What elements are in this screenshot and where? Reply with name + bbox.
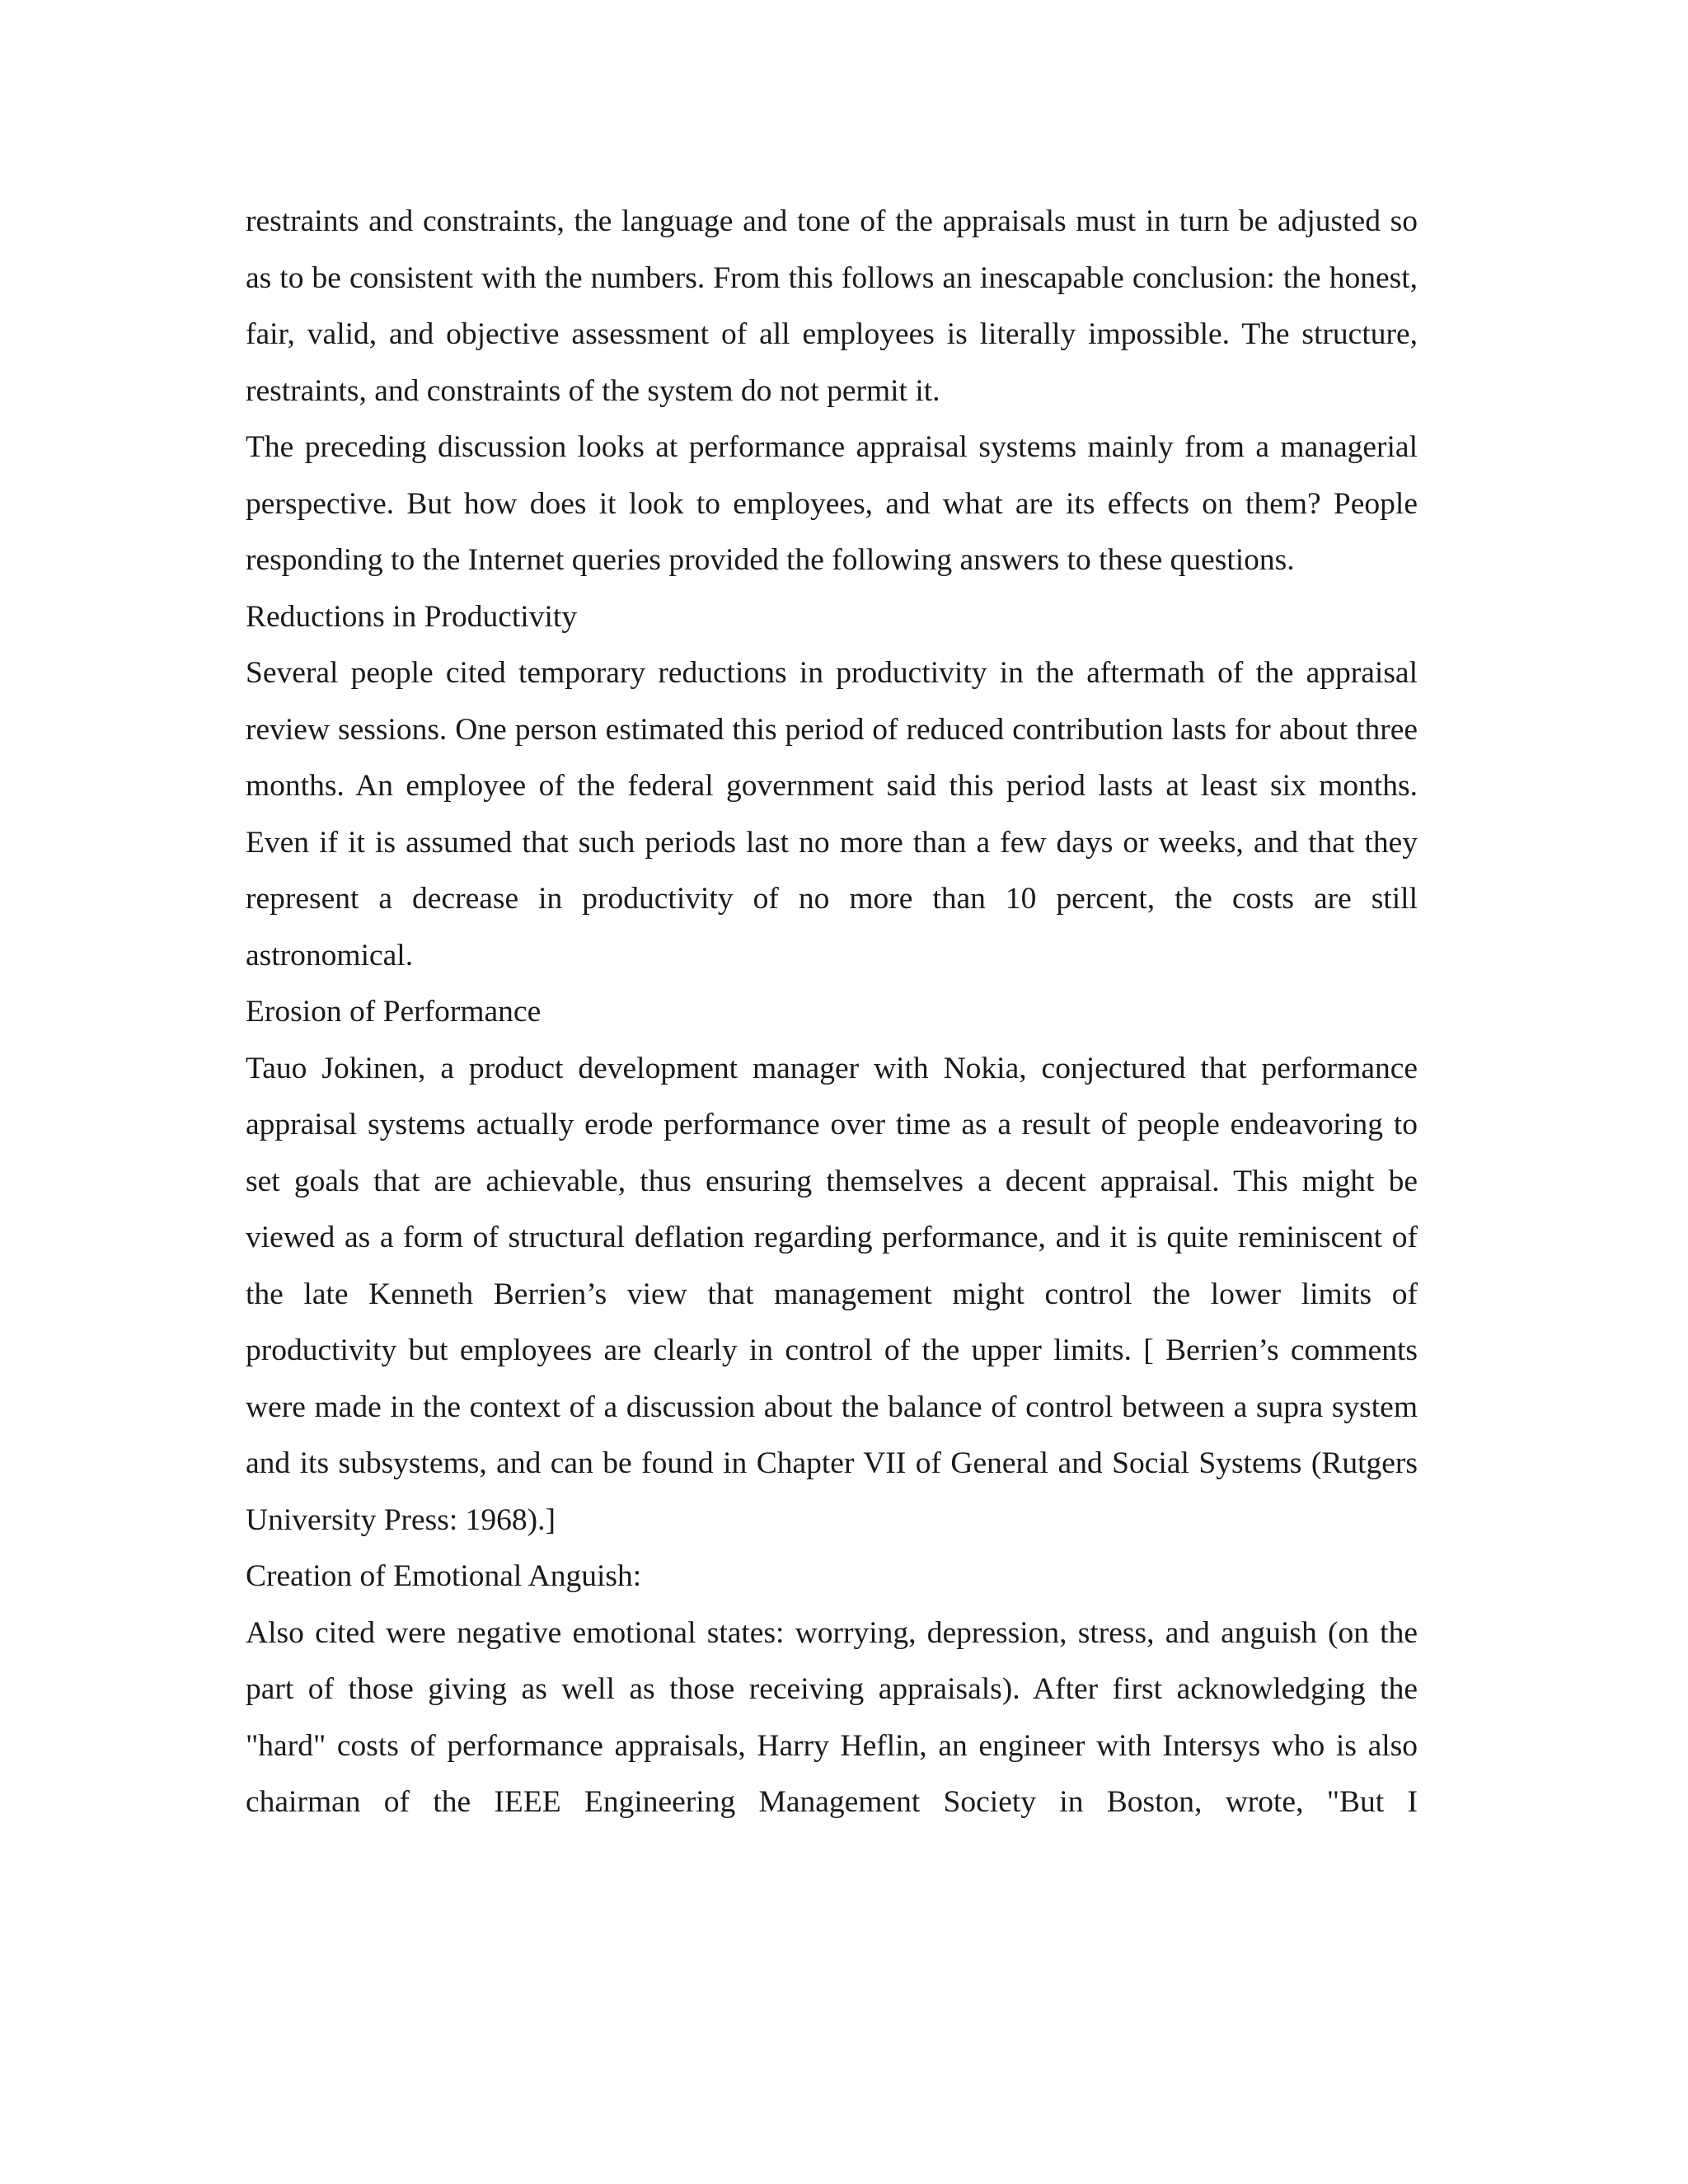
section-heading-erosion-of-performance: Erosion of Performance [246, 995, 542, 1029]
section-heading-emotional-anguish: Creation of Emotional Anguish: [246, 1559, 642, 1593]
body-paragraph-managerial-perspective: The preceding discussion looks at performance appraisal systems mainly from a managerial perspective. But how does it look to employees, and what are its effects on them? People responding to the Internet queries provided the following answers to these questions. [246, 430, 1418, 577]
document-body [246, 194, 1418, 1831]
section-heading-reductions-in-productivity: Reductions in Productivity [246, 599, 578, 634]
body-paragraph-emotional-states: Also cited were negative emotional states: worrying, depression, stress, and anguish (on the part of those giving as well as those receiving appraisals). After first acknowledging the "hard" costs of performance appraisals, Harry Heflin, an engineer with Intersys who is also chairman of the IEEE Engineering Management Society in Boston, wrote, "But I [246, 1615, 1418, 1819]
body-paragraph-productivity: Several people cited temporary reductions in productivity in the aftermath of the appraisal review sessions. One person estimated this period of reduced contribution lasts for about three months. An employee of the federal government said this period lasts at least six months. Even if it is assumed that such periods last no more than a few days or weeks, and that they represent a decrease in productivity of no more than 10 percent, the costs are still astronomical. [246, 656, 1418, 972]
body-paragraph-erosion: Tauo Jokinen, a product development manager with Nokia, conjectured that performance appraisal systems actually erode performance over time as a result of people endeavoring to set goals that are achievable, thus ensuring themselves a decent appraisal. This might be viewed as a form of structural deflation regarding performance, and it is quite reminiscent of the late Kenneth Berrien’s view that management might control the lower limits of productivity but employees are clearly in control of the upper limits. [ Berrien’s comments were made in the context of a discussion about the balance of control between a supra system and its subsystems, and can be found in Chapter VII of General and Social Systems (Rutgers University Press: 1968).] [246, 1051, 1418, 1537]
body-paragraph-restraints: restraints and constraints, the language and tone of the appraisals must in turn be adjusted so as to be consistent with the numbers. From this follows an inescapable conclusion: the honest, fair, valid, and objective assessment of all employees is literally impossible. The structure, restraints, and constraints of the system do not permit it. [246, 204, 1418, 408]
